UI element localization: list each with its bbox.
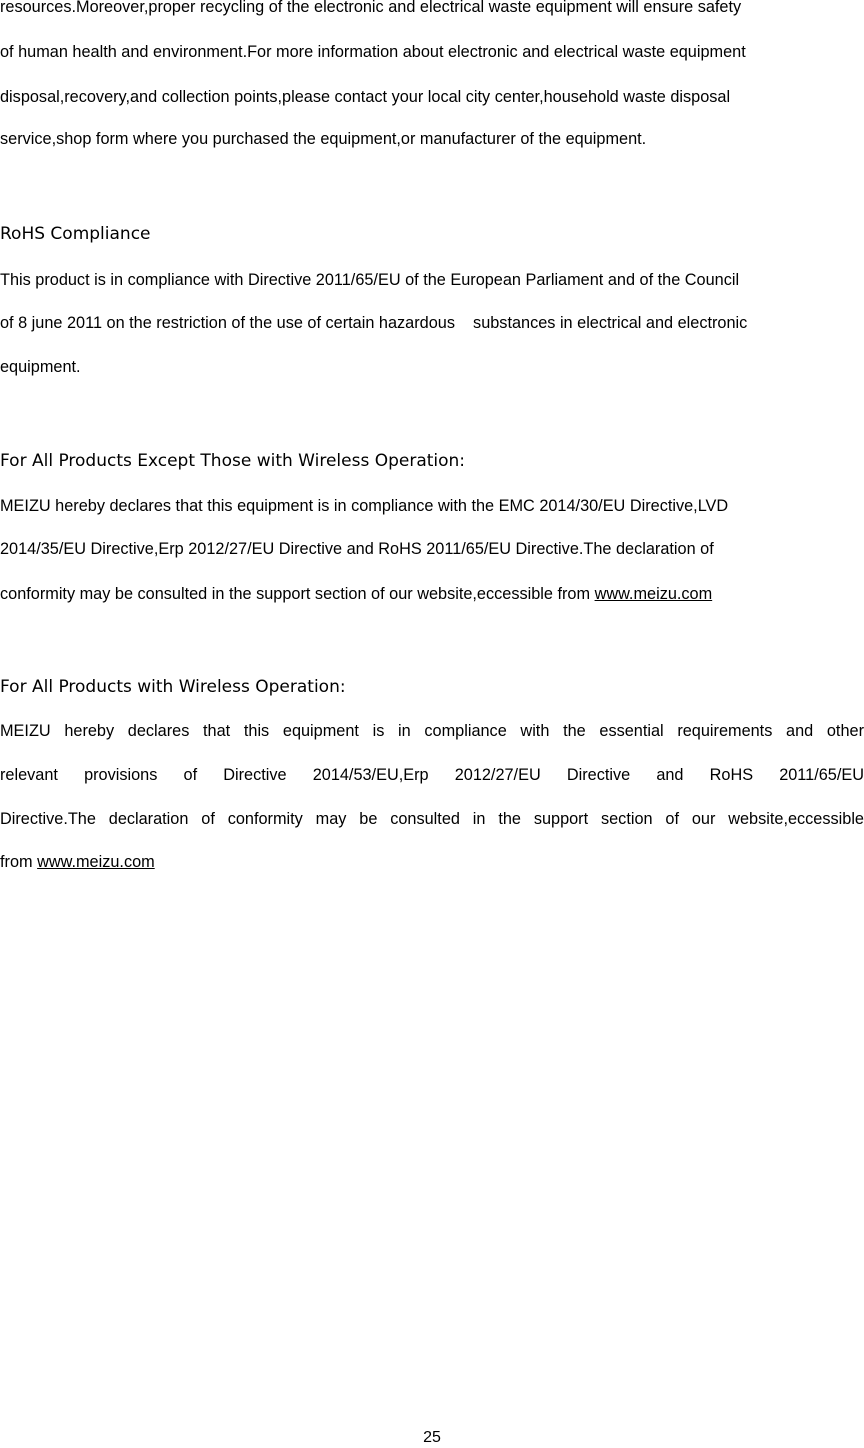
intro-line-3: disposal,recovery,and collection points,please contact your local city center,household waste disposal [0,88,731,106]
non-wireless-line-3 [0,584,712,604]
wireless-line-2: relevant provisions of Directive 2014/53/EU,Erp 2012/27/EU Directive and RoHS 2011/65/EU [0,766,864,784]
meizu-website-link-wireless[interactable]: www.meizu.com [37,853,155,871]
non-wireless-heading: For All Products Except Those with Wireless Operation: [0,451,466,471]
wireless-line-4 [0,852,155,872]
rohs-line-2: of 8 june 2011 on the restriction of the use of certain hazardous substances in electrical and electronic [0,314,748,332]
meizu-website-link[interactable]: www.meizu.com [594,585,713,603]
page-number: 25 [423,1429,441,1446]
wireless-line-3: Directive.The declaration of conformity may be consulted in the support section of our website,eccessible [0,810,864,828]
rohs-heading: RoHS Compliance [0,224,151,244]
intro-line-4: service,shop form where you purchased the equipment,or manufacturer of the equipment. [0,130,647,148]
wireless-line-1: MEIZU hereby declares that this equipment is in compliance with the essential requirements and other [0,722,864,740]
non-wireless-line-2: 2014/35/EU Directive,Erp 2012/27/EU Directive and RoHS 2011/65/EU Directive.The declaration of [0,540,714,558]
wireless-heading: For All Products with Wireless Operation: [0,677,346,697]
non-wireless-line-3-text: conformity may be consulted in the support section of our website,eccessible from [0,585,595,603]
intro-line-1: resources.Moreover,proper recycling of the electronic and electrical waste equipment will ensure safety [0,0,742,16]
rohs-line-1: This product is in compliance with Directive 2011/65/EU of the European Parliament and of the Council [0,271,740,289]
wireless-line-4-text: from [0,853,38,871]
intro-line-2: of human health and environment.For more information about electronic and electrical waste equipment [0,43,746,61]
rohs-line-3: equipment. [0,358,81,376]
non-wireless-line-1: MEIZU hereby declares that this equipment is in compliance with the EMC 2014/30/EU Directive,LVD [0,497,729,515]
